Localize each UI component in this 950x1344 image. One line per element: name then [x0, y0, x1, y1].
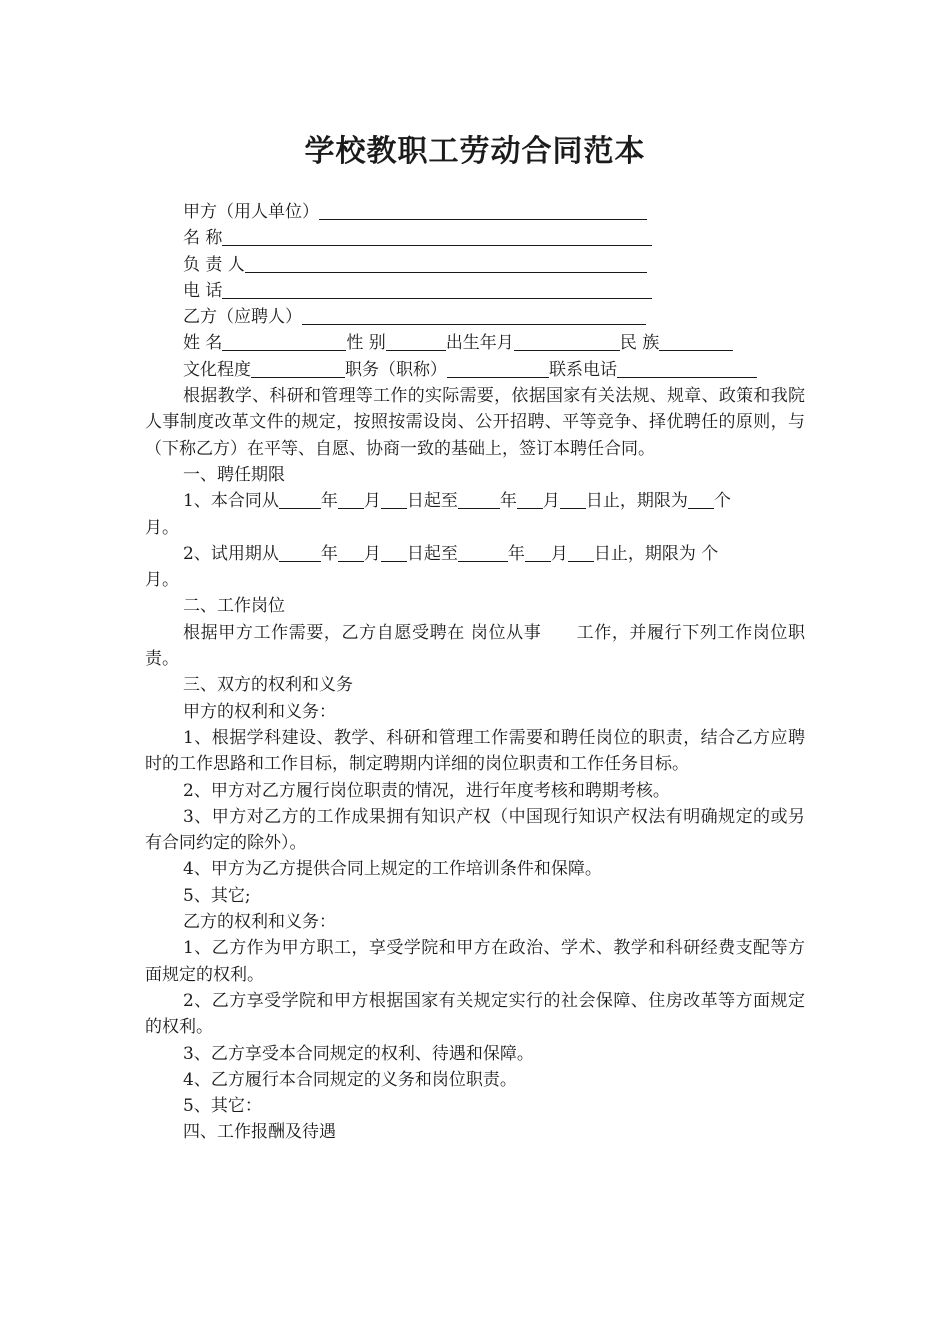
party-a-rights-heading: 甲方的权利和义务： — [183, 701, 336, 722]
position-blank — [447, 358, 549, 378]
party-a-line — [145, 199, 805, 225]
party-a-label: 甲方（用人单位） — [183, 202, 319, 222]
party-b-item: 5、其它： — [183, 1096, 262, 1117]
blank — [560, 489, 586, 509]
term-item-2 — [145, 541, 805, 567]
contact-blank — [617, 358, 757, 378]
gender-label: 性 别 — [346, 333, 386, 354]
name-blank — [222, 226, 652, 246]
term-text: 2、试用期从 — [183, 543, 279, 564]
contact-label: 联系电话 — [549, 359, 617, 380]
term-item-1-end: 月。 — [145, 517, 179, 538]
party-b-item: 2、乙方享受学院和甲方根据国家有关规定实行的社会保障、住房改革等方面规定的权利。 — [145, 990, 805, 1038]
leader-label: 负 责 人 — [183, 254, 245, 275]
leader-line — [145, 252, 805, 278]
section-2-heading: 二、工作岗位 — [183, 596, 285, 617]
blank — [517, 489, 543, 509]
term-text: 1、本合同从 — [183, 491, 279, 512]
phone-label: 电 话 — [183, 280, 223, 301]
party-b-item: 4、乙方履行本合同规定的义务和岗位职责。 — [183, 1069, 517, 1090]
phone-blank — [222, 279, 652, 299]
party-a-item: 3、甲方对乙方的工作成果拥有知识产权（中国现行知识产权法有明确规定的或另有合同约定的除外）。 — [145, 806, 805, 854]
party-b-item: 1、乙方作为甲方职工，享受学院和甲方在政治、学术、教学和科研经费支配等方面规定的权利。 — [145, 938, 805, 985]
term-text: 日起至 — [406, 543, 458, 564]
party-b-rights-heading: 乙方的权利和义务： — [183, 912, 336, 933]
party-a-item: 5、其它; — [183, 885, 251, 906]
blank — [568, 542, 594, 562]
blank — [525, 542, 551, 562]
document-title: 学校教职工劳动合同范本 — [304, 134, 646, 169]
section-3-heading: 三、双方的权利和义务 — [183, 675, 353, 696]
birth-blank — [514, 331, 620, 351]
blank — [279, 542, 321, 562]
blank — [338, 489, 364, 509]
term-item-2-end: 月。 — [145, 570, 179, 591]
blank — [338, 542, 364, 562]
term-text: 月 — [542, 491, 560, 512]
ethnic-label: 民 族 — [619, 333, 660, 354]
b-name-label: 姓 名 — [183, 333, 223, 354]
term-text: 月 — [363, 543, 381, 564]
ethnic-blank — [659, 331, 733, 351]
party-a-item: 4、甲方为乙方提供合同上规定的工作培训条件和保障。 — [183, 859, 602, 880]
term-text: 年 — [507, 543, 525, 564]
birth-label: 出生年月 — [445, 333, 514, 354]
section-4-heading: 四、工作报酬及待遇 — [183, 1122, 336, 1143]
blank — [688, 489, 714, 509]
party-b-line — [145, 304, 805, 330]
gender-blank — [386, 331, 446, 351]
term-text: 年 — [499, 491, 517, 512]
term-text: 月 — [363, 491, 381, 512]
leader-blank — [245, 253, 647, 273]
blank — [381, 489, 407, 509]
term-text: 日止，期限为 个 — [593, 543, 719, 564]
party-a-item: 2、甲方对乙方履行岗位职责的情况，进行年度考核和聘期考核。 — [183, 780, 670, 801]
term-text: 年 — [320, 491, 338, 512]
blank — [381, 542, 407, 562]
job-info-line — [145, 357, 805, 383]
name-label: 名 称 — [183, 228, 223, 249]
term-text: 年 — [320, 543, 338, 564]
b-name-blank — [222, 331, 346, 351]
position-label: 职务（职称） — [345, 359, 447, 380]
education-label: 文化程度 — [183, 359, 251, 380]
term-text: 日止，期限为 — [585, 491, 688, 512]
term-text: 日起至 — [406, 491, 458, 512]
phone-line — [145, 278, 805, 304]
blank — [279, 489, 321, 509]
section-1-heading: 一、聘任期限 — [183, 464, 285, 485]
party-b-label: 乙方（应聘人） — [183, 307, 302, 328]
document-body — [145, 199, 805, 1146]
party-a-blank — [319, 200, 647, 220]
term-text: 月 — [550, 543, 568, 564]
party-a-item: 1、根据学科建设、教学、科研和管理工作需要和聘任岗位的职责，结合乙方应聘时的工作思路和工作目标，制定聘期内详细的岗位职责和工作任务目标。 — [145, 727, 805, 775]
term-text: 个 — [713, 491, 731, 512]
name-line — [145, 225, 805, 251]
personal-info-line — [145, 330, 805, 356]
party-b-item: 3、乙方享受本合同规定的权利、待遇和保障。 — [183, 1043, 534, 1064]
intro-paragraph: 根据教学、科研和管理等工作的实际需要，依据国家有关法规、规章、政策和我院人事制度改革文件的规定，按照按需设岗、公开招聘、平等竞争、择优聘任的原则，与（下称乙方）在平等、自愿、协商一致的基础上，签订本聘任合同。 — [145, 386, 805, 459]
term-item-1 — [145, 488, 805, 514]
blank — [458, 489, 500, 509]
section-2-text: 根据甲方工作需要，乙方自愿受聘在 岗位从事 工作，并履行下列工作岗位职责。 — [145, 622, 805, 670]
education-blank — [251, 358, 345, 378]
blank — [458, 542, 508, 562]
party-b-blank — [302, 305, 646, 325]
